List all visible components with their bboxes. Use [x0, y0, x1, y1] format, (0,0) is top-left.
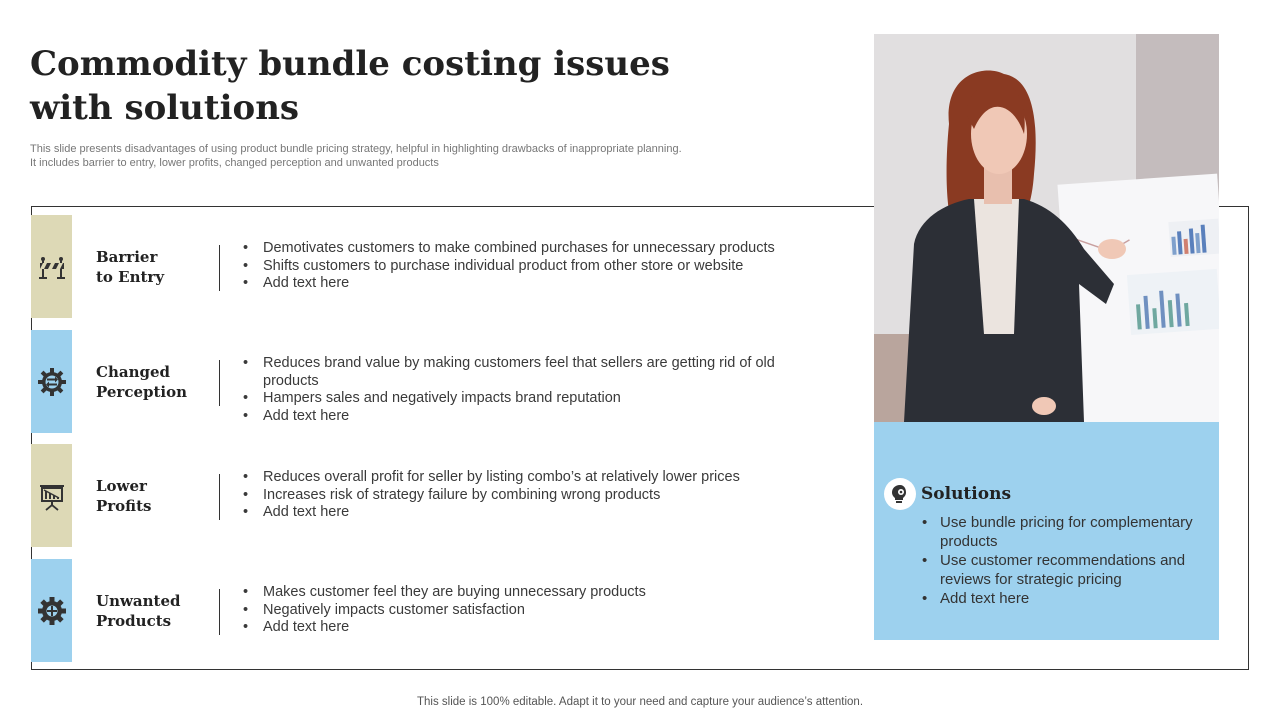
- issue-title: Unwanted Products: [96, 592, 181, 630]
- issue-row-lower-profits: [31, 444, 811, 547]
- issue-bullets: [243, 584, 803, 637]
- issue-tab: [31, 330, 72, 433]
- declining-chart-icon: [36, 480, 68, 512]
- subtitle-line-1: This slide presents disadvantages of using product bundle pricing strategy, helpful in highlighting drawbacks of inappropriate planning.: [30, 143, 682, 155]
- barrier-icon: [36, 251, 68, 283]
- bullet-item: • Hampers sales and negatively impacts brand reputation: [243, 390, 783, 408]
- divider: [219, 245, 220, 291]
- issue-row-changed-perception: [31, 330, 811, 433]
- bullet-item: • Add text here: [243, 408, 783, 426]
- issue-title: Barrier to Entry: [96, 248, 165, 286]
- solutions-panel: [874, 422, 1219, 640]
- issue-bullets: [243, 355, 783, 426]
- divider: [219, 360, 220, 406]
- issue-row-barrier-to-entry: [31, 215, 811, 318]
- gear-icon: [36, 595, 68, 627]
- gear-exchange-icon: [36, 366, 68, 398]
- issue-bullets: [243, 240, 803, 293]
- presenter-photo: [874, 34, 1219, 422]
- issue-bullets: [243, 469, 803, 522]
- issue-tab: [31, 559, 72, 662]
- subtitle-line-2: It includes barrier to entry, lower profits, changed perception and unwanted products: [30, 157, 439, 169]
- solutions-title: Solutions: [921, 484, 1012, 504]
- divider: [219, 474, 220, 520]
- bullet-item: • Reduces brand value by making customers feel that sellers are getting rid of old products: [243, 355, 783, 390]
- bullet-item: • Shifts customers to purchase individual product from other store or website: [243, 258, 803, 276]
- slide-subtitle: [30, 142, 790, 170]
- issue-title: Changed Perception: [96, 363, 188, 401]
- presenter-illustration: [874, 34, 1219, 422]
- bullet-item: • Use bundle pricing for complementary products: [922, 513, 1212, 551]
- solutions-icon-badge: [884, 478, 916, 510]
- bullet-item: • Makes customer feel they are buying unnecessary products: [243, 584, 803, 602]
- bullet-item: • Negatively impacts customer satisfaction: [243, 602, 803, 620]
- bullet-item: • Add text here: [922, 589, 1212, 608]
- bullet-item: • Reduces overall profit for seller by listing combo’s at relatively lower prices: [243, 469, 803, 487]
- bullet-item: • Demotivates customers to make combined purchases for unnecessary products: [243, 240, 803, 258]
- bullet-item: • Add text here: [243, 504, 803, 522]
- issue-tab: [31, 215, 72, 318]
- bullet-item: • Add text here: [243, 275, 803, 293]
- bullet-item: • Use customer recommendations and reviews for strategic pricing: [922, 551, 1212, 589]
- issue-row-unwanted-products: [31, 559, 811, 662]
- bullet-item: • Increases risk of strategy failure by combining wrong products: [243, 487, 803, 505]
- lightbulb-gear-icon: [889, 483, 911, 505]
- slide-title: Commodity bundle costing issues with solutions: [30, 44, 670, 128]
- solutions-bullets: [922, 513, 1212, 608]
- bullet-item: • Add text here: [243, 619, 803, 637]
- footer-note: This slide is 100% editable. Adapt it to your need and capture your audience’s attention.: [416, 696, 864, 708]
- issue-title: Lower Profits: [96, 477, 152, 515]
- divider: [219, 589, 220, 635]
- issue-tab: [31, 444, 72, 547]
